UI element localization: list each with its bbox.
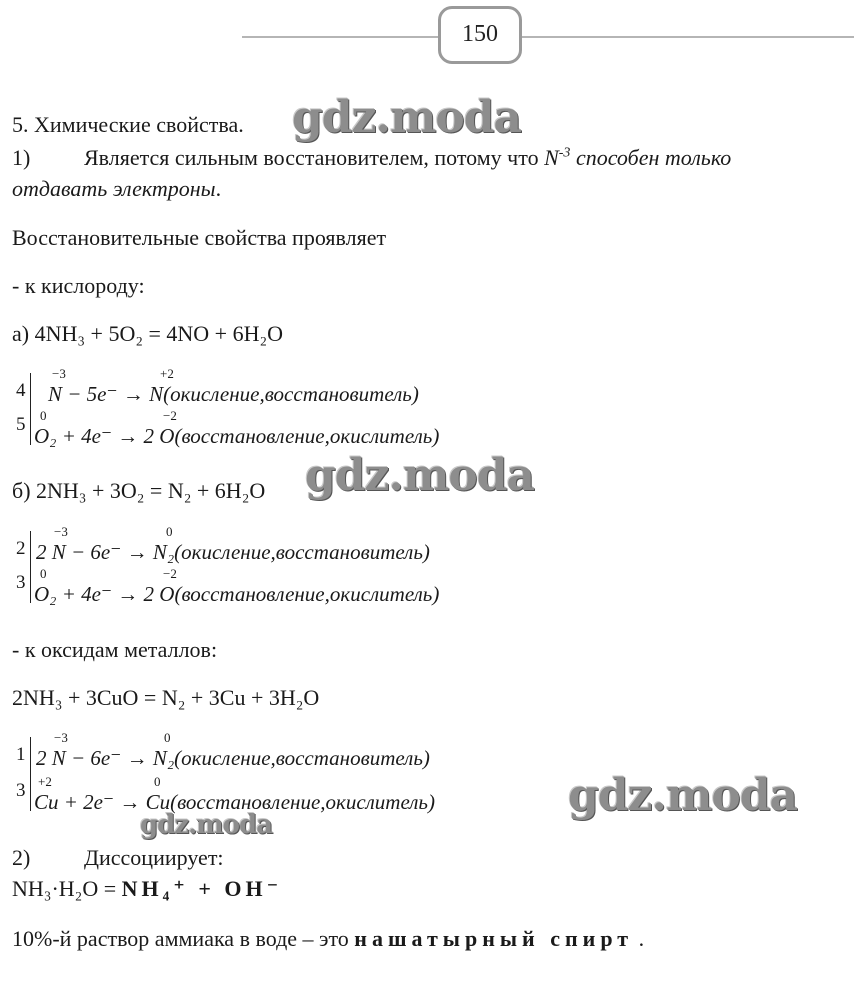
item1-text-b: способен только <box>570 145 732 170</box>
balance-c-coef1: 1 <box>16 744 26 765</box>
balance-a-line2: O₂ + 4e⁻ → 2 O(восстановление,окислитель) <box>34 424 440 448</box>
solution-text: 10%-й раствор аммиака в воде – это <box>12 926 355 951</box>
to-oxygen-heading: - к кислороду: <box>12 273 145 298</box>
balance-c-ox3: +2 <box>38 774 52 789</box>
balance-b-ox3: 0 <box>40 566 47 581</box>
balance-a-coef1: 4 <box>16 380 26 401</box>
balance-c-line2: Cu + 2e⁻ → Cu(восстановление,окислитель) <box>34 790 435 814</box>
item1-line2 <box>12 176 221 202</box>
item1-text-c: отдавать электроны <box>12 176 216 201</box>
item2-text: Диссоциирует: <box>84 845 224 870</box>
solution-sentence <box>12 926 644 952</box>
watermark-3: gdz.moda <box>568 770 798 821</box>
header-rule-right <box>522 36 854 38</box>
item1-number: 1) <box>12 145 31 170</box>
balance-c-coef2: 3 <box>16 780 26 801</box>
balance-b-ox2: 0 <box>166 524 173 539</box>
reaction-a: а) 4NH₃ + 5O₂ = 4NO + 6H₂O <box>12 321 284 346</box>
balance-b-ox4: −2 <box>163 566 177 581</box>
balance-c-bar <box>30 737 31 811</box>
balance-a-bar <box>30 373 31 445</box>
balance-a-ox2: +2 <box>160 366 174 381</box>
balance-b-coef1: 2 <box>16 538 26 559</box>
item2-number: 2) <box>12 845 31 870</box>
item1-ion-charge: -3 <box>558 145 571 161</box>
balance-a-ox3: 0 <box>40 408 47 423</box>
balance-a-line1: N − 5e⁻ → N(окисление,восстановитель) <box>48 382 419 406</box>
item1-text-c-end: . <box>215 176 222 201</box>
header-rule-left <box>242 36 438 38</box>
balance-c-ox4: 0 <box>154 774 161 789</box>
watermark-1: gdz.moda <box>292 92 522 143</box>
dissociation-left: NH₃·H₂O = <box>12 876 122 901</box>
solution-end: . <box>633 926 645 951</box>
balance-c-ox2: 0 <box>164 730 171 745</box>
watermark-2: gdz.moda <box>305 450 535 501</box>
dissociation-equation <box>12 876 282 902</box>
balance-b-line2: O₂ + 4e⁻ → 2 O(восстановление,окислитель) <box>34 582 440 606</box>
balance-b-line1: 2 N − 6e⁻ → N₂(окисление,восстановитель) <box>36 540 430 564</box>
balance-a-coef2: 5 <box>16 414 26 435</box>
dissociation-right: NH₄⁺ + OH⁻ <box>121 876 283 901</box>
reaction-c: 2NH₃ + 3CuO = N₂ + 3Cu + 3H₂O <box>12 685 320 710</box>
reaction-b: б) 2NH₃ + 3O₂ = N₂ + 6H₂O <box>12 478 266 503</box>
balance-c-line1: 2 N − 6e⁻ → N₂(окисление,восстановитель) <box>36 746 430 770</box>
section-title: 5. Химические свойства. <box>12 112 244 137</box>
balance-a-ox4: −2 <box>163 408 177 423</box>
to-metal-oxides-heading: - к оксидам металлов: <box>12 637 218 662</box>
reducing-props-heading: Восстановительные свойства проявляет <box>12 225 387 250</box>
item1-text-a: Является сильным восстановителем, потому что <box>84 145 545 170</box>
item1-ion: N <box>544 145 559 170</box>
page-number: 150 <box>438 6 522 64</box>
balance-b-coef2: 3 <box>16 572 26 593</box>
balance-b-bar <box>30 531 31 603</box>
balance-c-ox1: −3 <box>54 730 68 745</box>
watermark-4: gdz.moda <box>140 810 273 840</box>
balance-a-ox1: −3 <box>52 366 66 381</box>
balance-b-ox1: −3 <box>54 524 68 539</box>
solution-bold: нашатырный спирт <box>354 926 634 951</box>
item1-line1 <box>84 145 731 171</box>
